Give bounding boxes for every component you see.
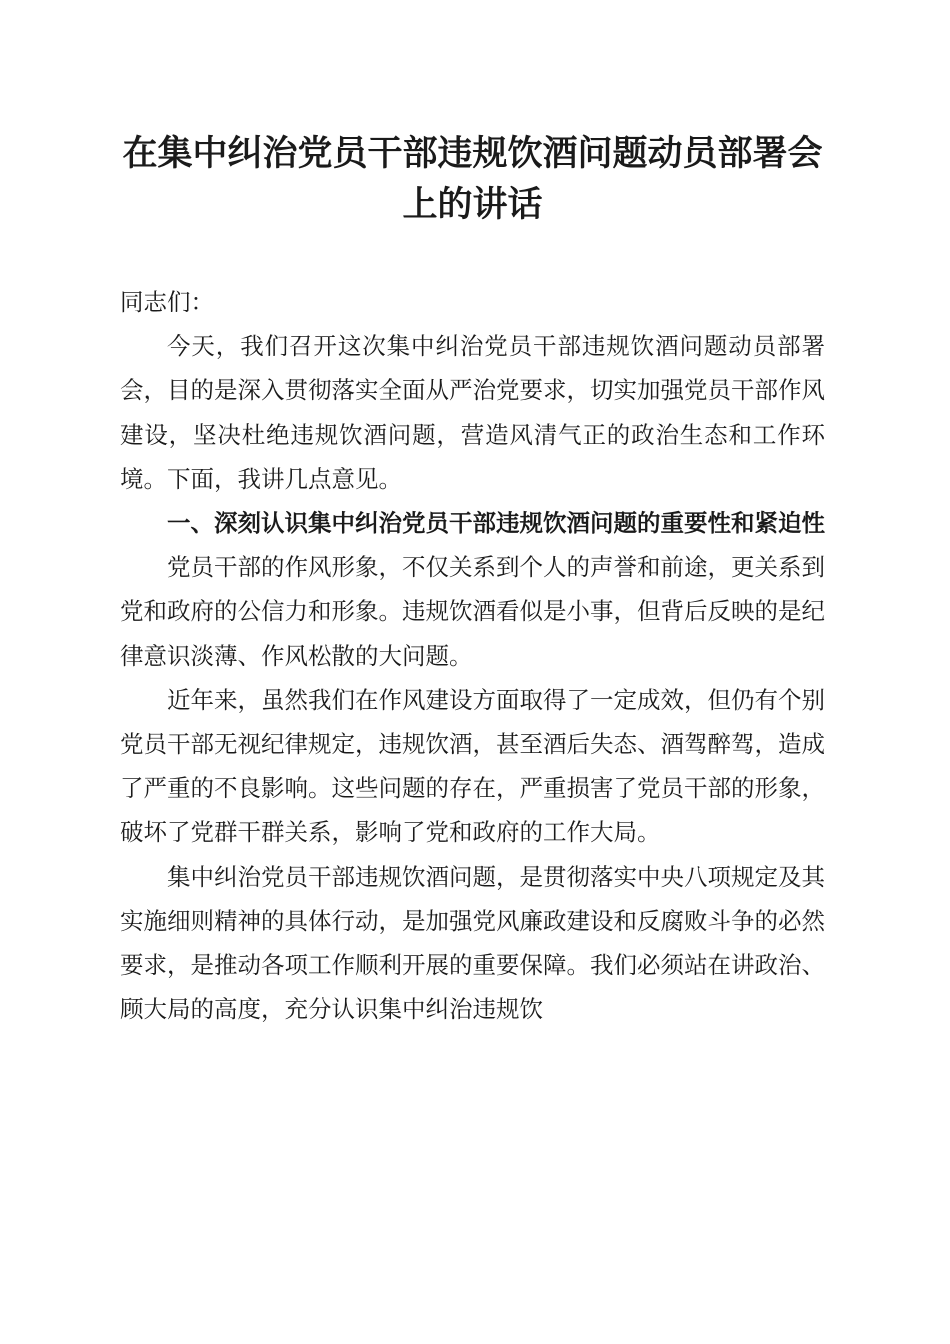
title-line-1: 在集中纠治党员干部违规饮酒问题动员部署会 (122, 133, 823, 174)
title-line-2: 上的讲话 (402, 184, 543, 225)
document-body (120, 280, 825, 1031)
body-paragraph: 集中纠治党员干部违规饮酒问题，是贯彻落实中央八项规定及其实施细则精神的具体行动，是加强党风廉政建设和反腐败斗争的必然要求，是推动各项工作顺利开展的重要保障。我们必须站在讲政治、顾大局的高度，充分认识集中纠治违规饮 (120, 862, 825, 1024)
document-page (120, 128, 825, 1031)
body-paragraph: 近年来，虽然我们在作风建设方面取得了一定成效，但仍有个别党员干部无视纪律规定，违规饮酒，甚至酒后失态、酒驾醉驾，造成了严重的不良影响。这些问题的存在，严重损害了党员干部的形象，破坏了党群干群关系，影响了党和政府的工作大局。 (120, 685, 825, 847)
salutation: 同志们： (120, 288, 214, 316)
document-title (120, 128, 825, 230)
intro-paragraph: 今天，我们召开这次集中纠治党员干部违规饮酒问题动员部署会，目的是深入贯彻落实全面从严治党要求，切实加强党员干部作风建设，坚决杜绝违规饮酒问题，营造风清气正的政治生态和工作环境。下面，我讲几点意见。 (120, 332, 825, 493)
section-heading-1: 一、深刻认识集中纠治党员干部违规饮酒问题的重要性和紧迫性 (167, 509, 825, 538)
body-paragraph: 党员干部的作风形象，不仅关系到个人的声誉和前途，更关系到党和政府的公信力和形象。违规饮酒看似是小事，但背后反映的是纪律意识淡薄、作风松散的大问题。 (120, 553, 825, 670)
